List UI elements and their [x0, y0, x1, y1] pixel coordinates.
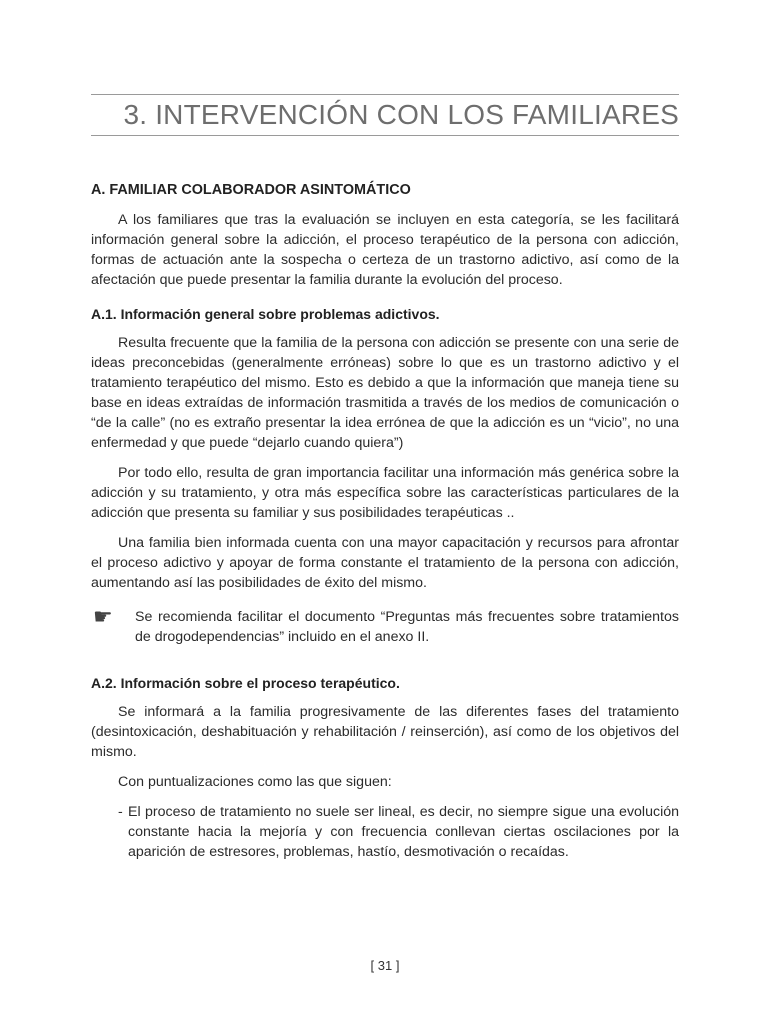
section-a1-paragraph-3: Una familia bien informada cuenta con una mayor capacitación y recursos para afrontar el proceso adictivo y apoyar de forma constante el tratamiento de la persona con adicción, aumentando así las posibilidades de éxito del mismo. — [91, 535, 679, 591]
section-a-heading: A. FAMILIAR COLABORADOR ASINTOMÁTICO — [91, 182, 411, 198]
header-top-rule — [91, 94, 679, 95]
section-a-paragraph: A los familiares que tras la evaluación se incluyen en esta categoría, se les facilitará información general sobre la adicción, el proceso terapéutico de la persona con adicción, formas de actuación ante la sospecha o certeza de un trastorno adictivo, así como de la afectación que puede presentar la familia durante la evolución del proceso. — [91, 212, 679, 288]
section-a1-paragraph-2: Por todo ello, resulta de gran importancia facilitar una información más genérica sobre la adicción y su tratamiento, y otra más específica sobre las características particulares de la adicción que presenta su familiar y sus posibilidades terapéuticas .. — [91, 465, 679, 521]
recommendation-note — [91, 604, 679, 647]
list-item — [91, 802, 679, 862]
chapter-title: 3. INTERVENCIÓN CON LOS FAMILIARES — [123, 99, 679, 130]
section-a2-paragraph-1: Se informará a la familia progresivamente de las diferentes fases del tratamiento (desintoxicación, deshabituación y rehabilitación / reinserción), así como de los objetivos del mismo. — [91, 704, 679, 760]
list-dash: - — [118, 804, 123, 820]
section-a1-paragraph-1: Resulta frecuente que la familia de la persona con adicción se presente con una serie de ideas preconcebidas (generalmente erróneas) sobre lo que es un trastorno adictivo y el tratamiento terapéutico del mismo. Esto es debido a que la información que maneja tiene su base en ideas extraídas de información trasmitida a través de los medios de comunicación o “de la calle” (no es extraño presentar la idea errónea de que la adicción es un “vicio”, no una enfermedad y que puede “dejarlo cuando quiera”) — [91, 335, 679, 451]
header-bottom-rule — [91, 135, 679, 136]
list-item-text: El proceso de tratamiento no suele ser lineal, es decir, no siempre sigue una evolución constante hacia la mejoría y con frecuencia conllevan ciertas oscilaciones por la aparición de estresores, problemas, hastío, desmotivación o recaídas. — [128, 804, 679, 860]
pointing-hand-icon: ☛ — [93, 604, 113, 629]
section-a1-heading: A.1. Información general sobre problemas adictivos. — [91, 306, 440, 322]
recommendation-note-text: Se recomienda facilitar el documento “Preguntas más frecuentes sobre tratamientos de drogodependencias” incluido en el anexo II. — [135, 609, 679, 645]
section-a2-paragraph-2: Con puntualizaciones como las que siguen: — [118, 774, 392, 790]
page-content — [91, 180, 679, 862]
section-a2-heading: A.2. Información sobre el proceso terapéutico. — [91, 675, 400, 691]
page-number: [ 31 ] — [370, 958, 400, 973]
